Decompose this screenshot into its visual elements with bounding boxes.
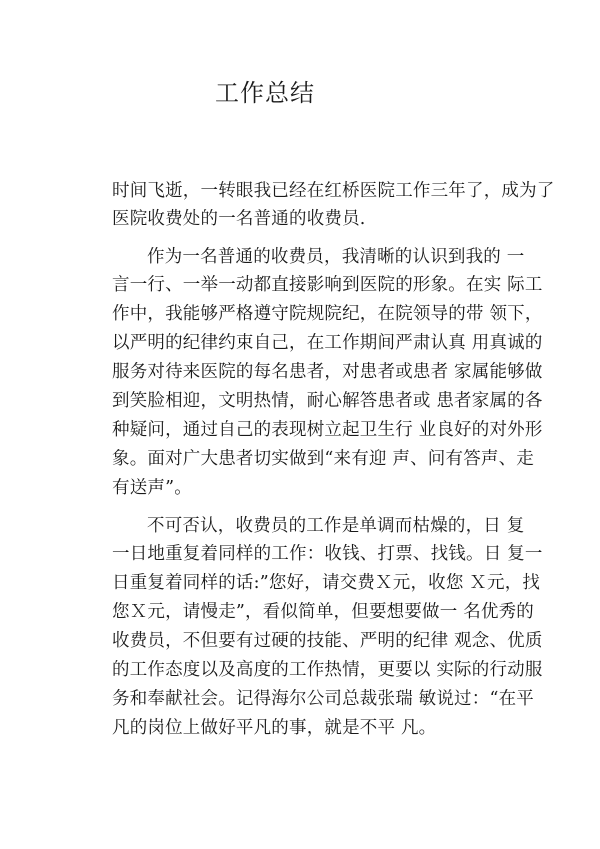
paragraph-line: 一日地重复着同样的工作：收钱、打票、找钱。日 复一 — [112, 544, 543, 564]
paragraph-line: 以严明的纪律约束自己，在工作期间严肃认真 用真诚的 — [112, 333, 543, 353]
paragraph-line: 您Ｘ元，请慢走”，看似简单，但要想要做一 名优秀的 — [112, 602, 535, 622]
paragraph-line: 日重复着同样的话:”您好，请交费Ｘ元，收您 Ｘ元，找 — [112, 573, 541, 593]
paragraph-line: 不可否认，收费员的工作是单调而枯燥的，日 复 — [147, 516, 525, 536]
paragraph-line: 时间飞逝，一转眼我已经在红桥医院工作三年了，成为了 — [112, 181, 555, 201]
paragraph-line: 的工作态度以及高度的工作热情，更要以 实际的行动服 — [112, 660, 543, 680]
paragraph-line: 作为一名普通的收费员，我清晰的认识到我的 一 — [147, 247, 525, 267]
paragraph-line: 种疑问，通过自己的表现树立起卫生行 业良好的对外形 — [112, 420, 543, 440]
document-title: 工作总结 — [215, 79, 315, 107]
paragraph-line: 医院收费处的一名普通的收费员. — [112, 209, 366, 229]
paragraph-line: 收费员，不但要有过硬的技能、严明的纪律 观念、优质 — [112, 631, 543, 651]
paragraph-line: 象。面对广大患者切实做到“来有迎 声、问有答声、走 — [112, 449, 535, 469]
paragraph-line: 作中，我能够严格遵守院规院纪，在院领导的带 领下， — [112, 304, 543, 324]
paragraph-line: 有送声”。 — [112, 478, 192, 498]
paragraph-line: 言一行、一举一动都直接影响到医院的形象。在实 际工 — [112, 275, 543, 295]
paragraph-line: 到笑脸相迎，文明热情，耐心解答患者或 患者家属的各 — [112, 391, 543, 411]
paragraph-line: 凡的岗位上做好平凡的事，就是不平 凡。 — [112, 718, 437, 738]
paragraph-line: 务和奉献社会。记得海尔公司总裁张瑞 敏说过：“在平 — [112, 689, 535, 709]
paragraph-line: 服务对待来医院的每名患者，对患者或患者 家属能够做 — [112, 362, 543, 382]
